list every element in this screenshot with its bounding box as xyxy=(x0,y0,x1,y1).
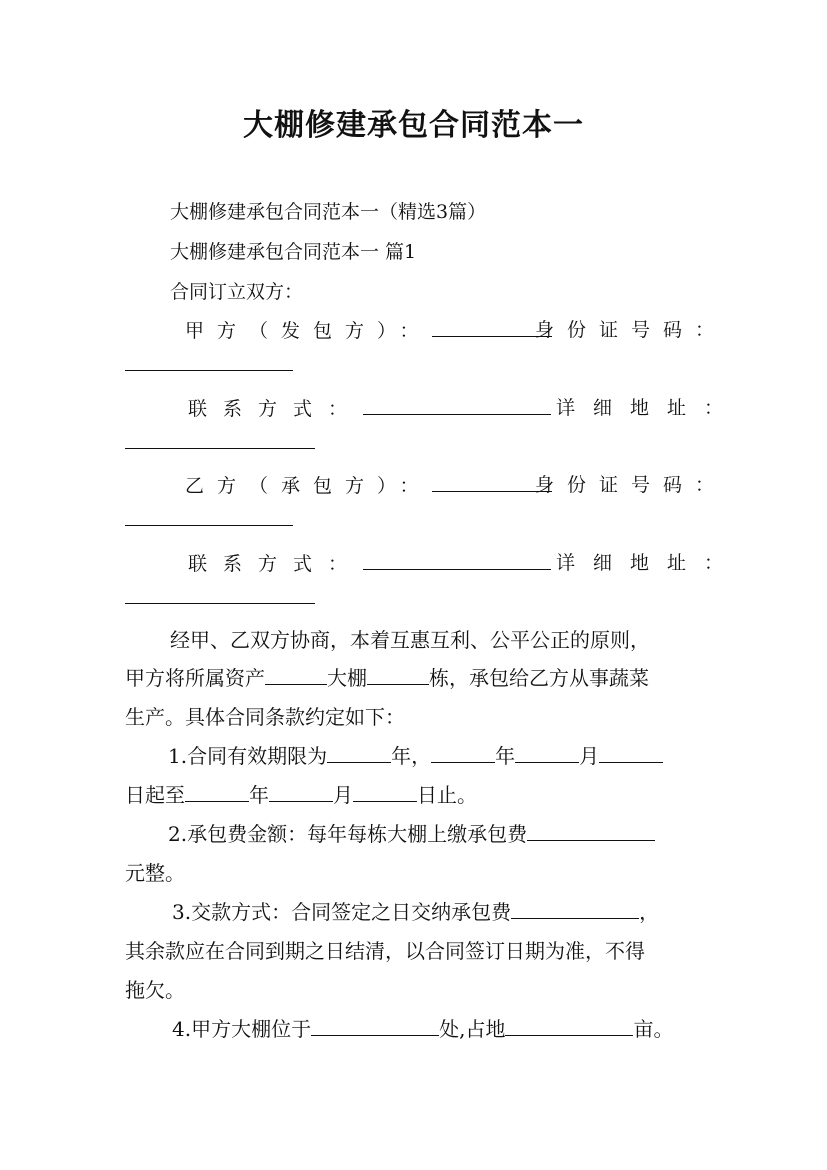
party-a-contact-blank xyxy=(363,396,551,415)
document-title: 大棚修建承包合同范本一 xyxy=(243,108,584,143)
payment-amount-blank xyxy=(511,900,639,919)
end-day-blank xyxy=(353,783,417,802)
clause-3-line-3: 拖欠。 xyxy=(125,978,185,1002)
clause-3-comma: ， xyxy=(639,900,660,924)
area-blank xyxy=(505,1017,633,1036)
party-a-address-blank xyxy=(125,430,315,449)
clause-1-text: 1.合同有效期限为 xyxy=(168,744,328,768)
assets-blank xyxy=(265,666,327,685)
clause-3-line-1 xyxy=(172,900,659,924)
clause-1-end-year-label: 年 xyxy=(249,783,269,807)
intro-line-3: 生产。具体合同条款约定如下： xyxy=(125,705,405,729)
party-a-address-label: 详细地址： xyxy=(556,397,742,419)
clause-4-unit: 亩。 xyxy=(633,1017,674,1041)
party-b-contact-line xyxy=(188,551,551,576)
party-b-name-blank xyxy=(432,473,552,492)
clause-4-area-label: 处,占地 xyxy=(439,1017,506,1041)
intro-text-greenhouse: 大棚 xyxy=(327,666,367,690)
document-subtitle: 大棚修建承包合同范本一（精选3篇） xyxy=(170,201,487,223)
clause-3-text: 3.交款方式：合同签定之日交纳承包费 xyxy=(172,900,512,924)
party-a-id-blank xyxy=(125,352,293,371)
clause-2-text: 2.承包费金额：每年每栋大棚上缴承包费 xyxy=(168,822,528,846)
clause-1-line-1 xyxy=(168,744,663,768)
party-b-address-blank xyxy=(125,585,315,604)
party-a-id-line xyxy=(125,352,293,377)
party-b-contact-label: 联系方式： xyxy=(188,553,364,575)
clause-4-text: 4.甲方大棚位于 xyxy=(172,1017,312,1041)
intro-line-1: 经甲、乙双方协商，本着互惠互利、公平公正的原则， xyxy=(170,628,650,652)
party-a-contact-line xyxy=(188,396,551,421)
clause-1-line-2 xyxy=(125,783,477,807)
party-b-contact-blank xyxy=(363,551,551,570)
clause-1-end-month-label: 月 xyxy=(333,783,353,807)
end-month-blank xyxy=(269,783,333,802)
intro-text-assets: 甲方将所属资产 xyxy=(125,666,265,690)
clause-2-line-2: 元整。 xyxy=(125,861,185,885)
party-b-line xyxy=(185,473,552,498)
party-b-address-line xyxy=(125,585,315,610)
party-b-label: 乙方（承包方）： xyxy=(185,475,432,497)
party-a-address-line xyxy=(125,430,315,455)
party-b-address-label: 详细地址： xyxy=(556,552,742,574)
party-a-id-label: 身份证号码： xyxy=(535,319,728,341)
clause-2-line-1 xyxy=(168,822,655,846)
clause-1-start-year-label: 年 xyxy=(495,744,516,768)
intro-line-2 xyxy=(125,666,649,690)
party-a-line xyxy=(185,318,552,343)
party-a-label: 甲方（发包方）： xyxy=(185,320,432,342)
clause-1-start-day-label: 日起至 xyxy=(125,783,185,807)
party-b-id-label: 身份证号码： xyxy=(535,474,728,496)
clause-1-start-month-label: 月 xyxy=(579,744,600,768)
clause-4-line-1 xyxy=(172,1017,673,1041)
party-a-name-blank xyxy=(432,318,552,337)
start-year-blank xyxy=(431,744,495,763)
party-a-contact-label: 联系方式： xyxy=(188,398,364,420)
intro-text-contract: 栋，承包给乙方从事蔬菜 xyxy=(429,666,649,690)
start-day-blank xyxy=(599,744,663,763)
party-b-id-line xyxy=(125,507,293,532)
fee-amount-blank xyxy=(527,822,655,841)
location-blank xyxy=(311,1017,439,1036)
section-heading: 大棚修建承包合同范本一 篇1 xyxy=(170,241,417,263)
party-b-id-blank xyxy=(125,507,293,526)
clause-1-year-unit: 年， xyxy=(391,744,432,768)
clause-3-line-2: 其余款应在合同到期之日结清，以合同签订日期为准，不得 xyxy=(125,939,645,963)
clause-1-end-day-label: 日止。 xyxy=(417,783,477,807)
term-years-blank xyxy=(327,744,391,763)
end-year-blank xyxy=(185,783,249,802)
parties-intro: 合同订立双方： xyxy=(170,281,304,303)
start-month-blank xyxy=(515,744,579,763)
greenhouse-count-blank xyxy=(367,666,429,685)
